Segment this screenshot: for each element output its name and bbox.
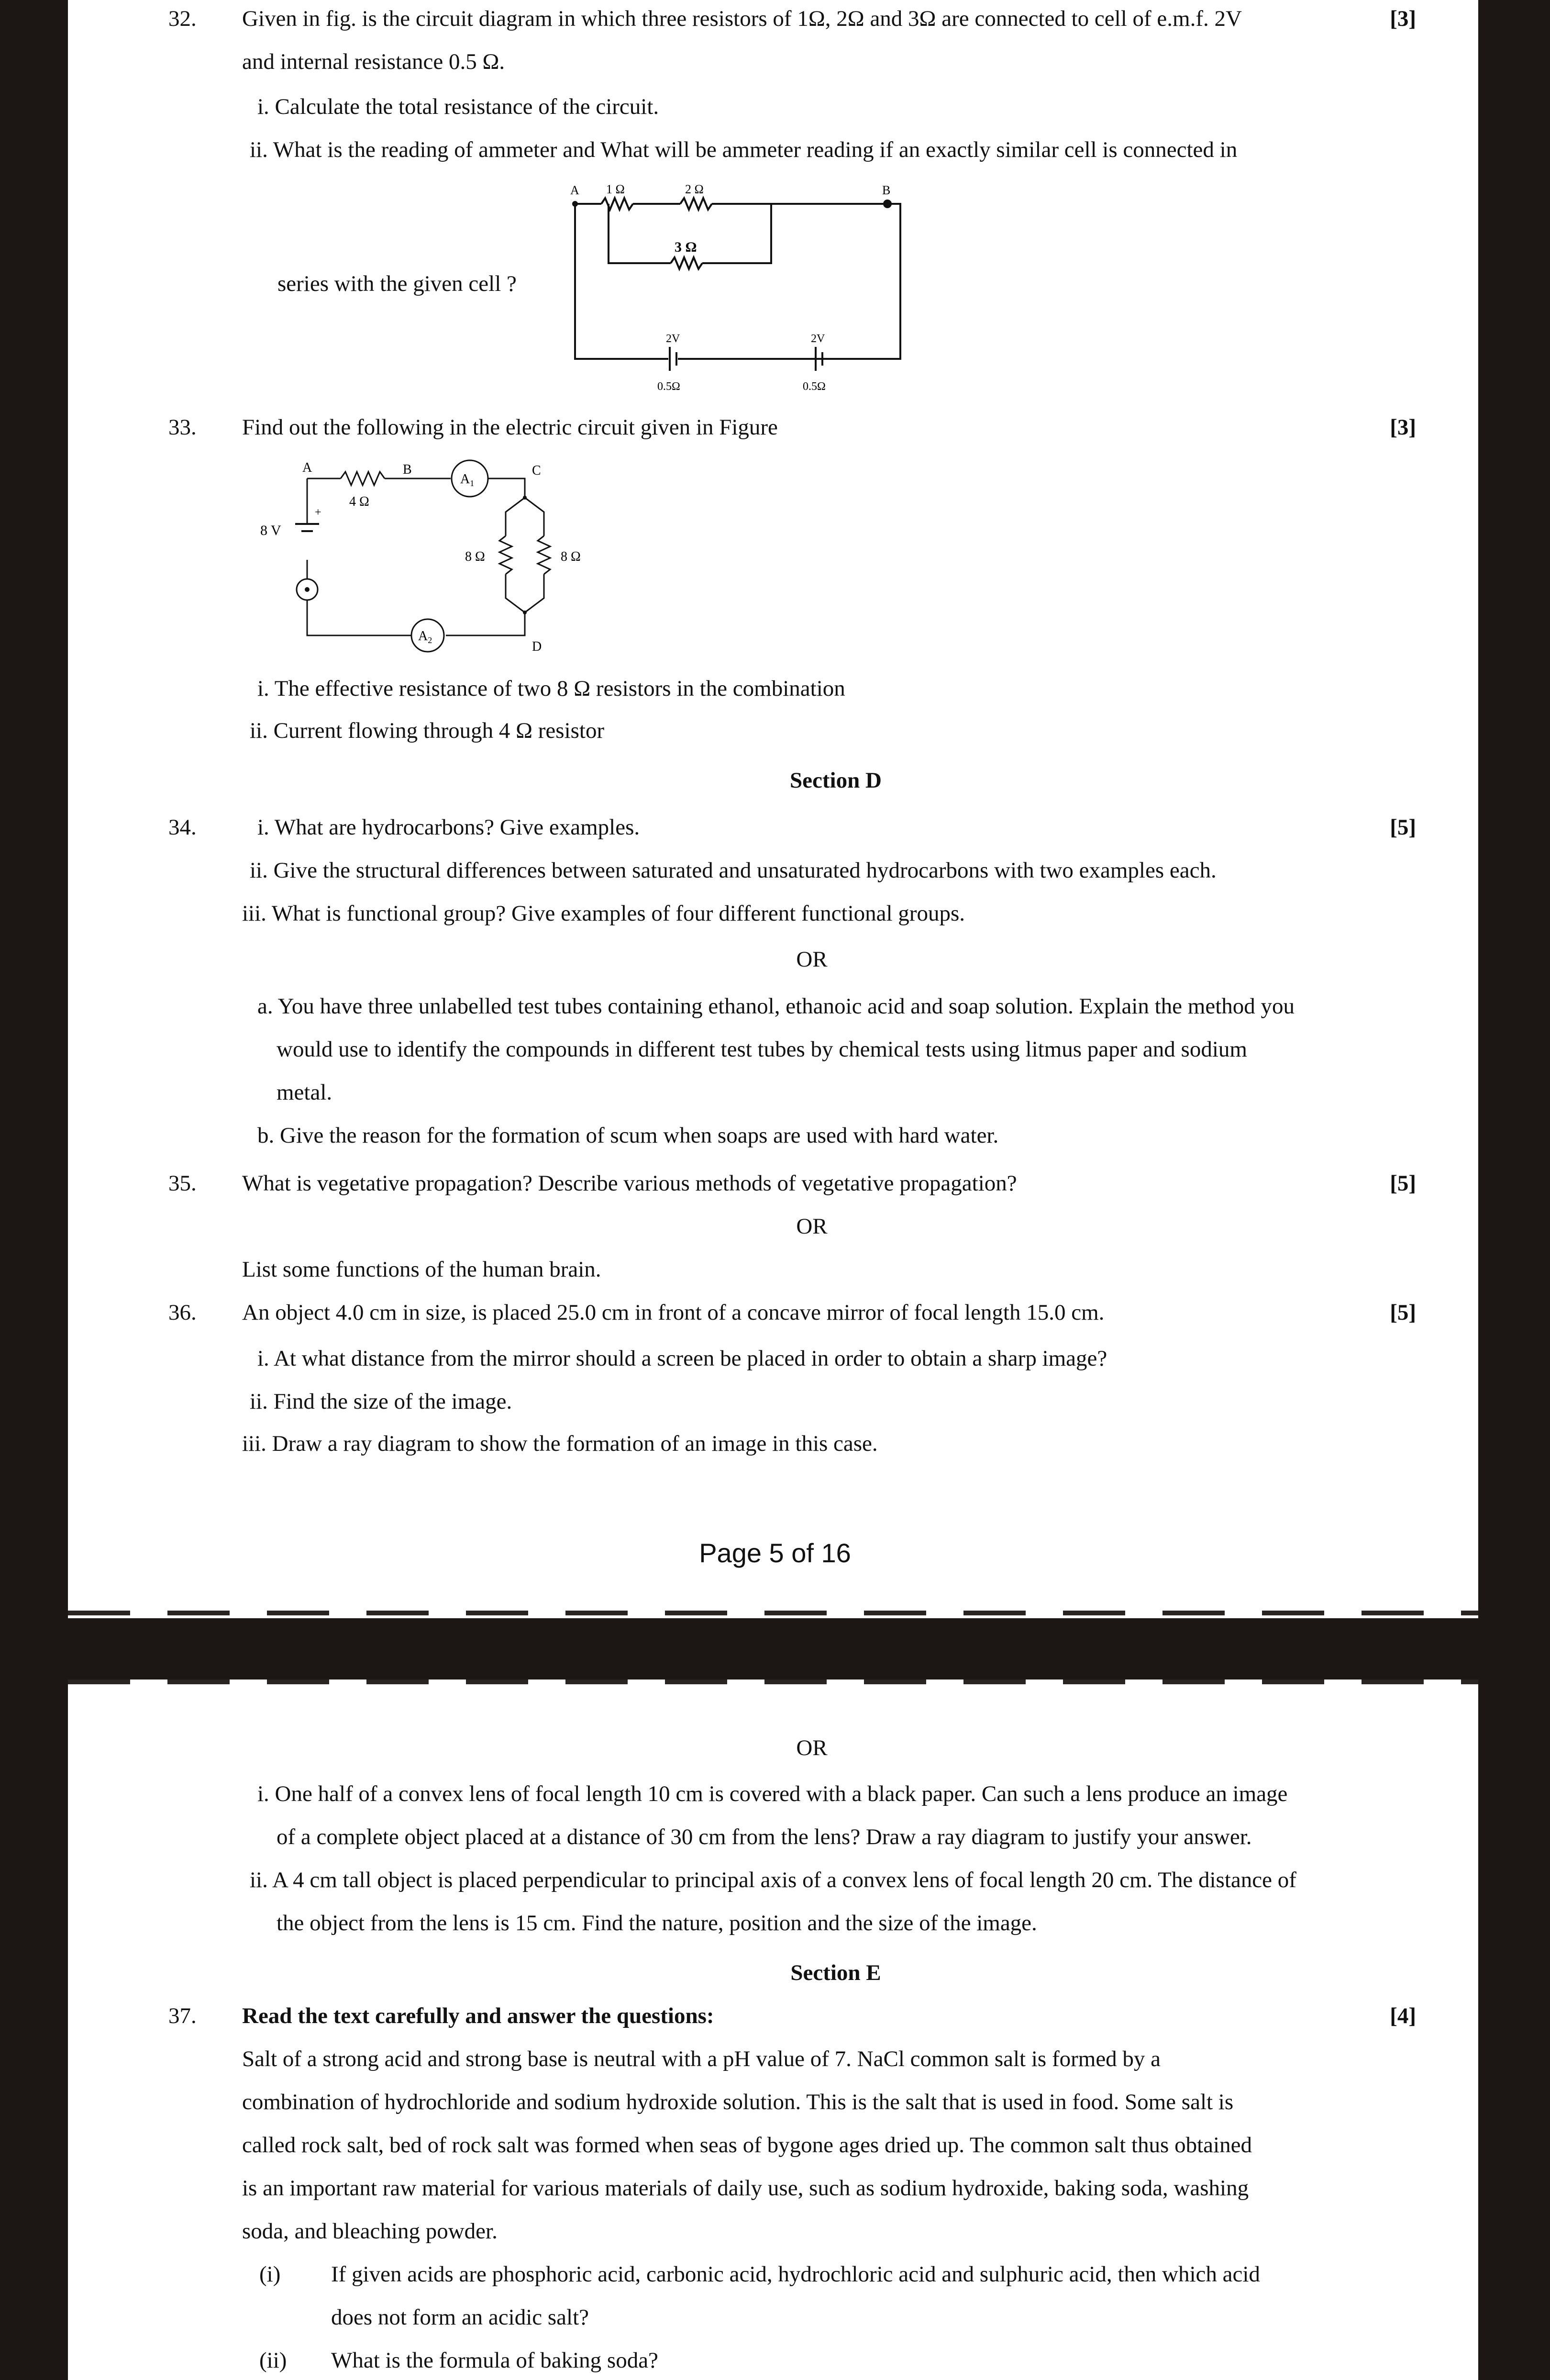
q32-point-a: A: [570, 183, 579, 197]
p2-part-i-line2: of a complete object placed at a distance of 30 cm from the lens? Draw a ray diagram to justify your answer.: [277, 1824, 1252, 1849]
q32-part-i: i. Calculate the total resistance of the circuit.: [257, 94, 659, 119]
page-number-footer: Page 5 of 16: [699, 1538, 851, 1568]
q34-alt-a-line3: metal.: [277, 1080, 332, 1105]
q32-text-line1: Given in fig. is the circuit diagram in which three resistors of 1Ω, 2Ω and 3Ω are connected to cell of e.m.f. 2V: [242, 6, 1242, 31]
resistor-3ohm: [671, 257, 702, 269]
q35-text: What is vegetative propagation? Describe various methods of vegetative propagation?: [242, 1171, 1017, 1196]
q37-sub2-label: (ii): [259, 2348, 287, 2373]
p2-part-ii-line2: the object from the lens is 15 cm. Find the nature, position and the size of the image.: [277, 1911, 1037, 1935]
q32-label-1ohm: 1 Ω: [606, 182, 625, 196]
p2-part-ii-line1: ii. A 4 cm tall object is placed perpendicular to principal axis of a convex lens of focal length 20 cm. The distance of: [250, 1868, 1296, 1892]
q37-sub1-line1: If given acids are phosphoric acid, carbonic acid, hydrochloric acid and sulphuric acid, then which acid: [331, 2262, 1260, 2287]
q35-marks: [5]: [1390, 1171, 1416, 1196]
question-number-33: 33.: [168, 415, 197, 440]
q33-point-b: B: [403, 462, 412, 477]
q33-point-c: C: [532, 463, 541, 478]
q32-part-ii: ii. What is the reading of ammeter and What will be ammeter reading if an exactly similar cell is connected in: [250, 137, 1238, 162]
q34-part-i: i. What are hydrocarbons? Give examples.: [257, 815, 640, 840]
q33-part-ii: ii. Current flowing through 4 Ω resistor: [250, 718, 605, 743]
exam-page-6: [68, 1679, 1478, 2380]
page-separator-dashes: [68, 1679, 1478, 1684]
exam-page-5: [68, 0, 1478, 1618]
question-number-32: 32.: [168, 6, 197, 31]
q33-ammeter-a2-label: $A_2$: [418, 629, 432, 645]
q34-marks: [5]: [1390, 815, 1416, 840]
q37-sub1-label: (i): [259, 2262, 281, 2287]
q36-part-i: i. At what distance from the mirror should a screen be placed in order to obtain a sharp image?: [257, 1346, 1107, 1371]
q32-point-b: B: [882, 183, 891, 197]
q34-or: OR: [796, 947, 828, 972]
q33-point-d: D: [532, 639, 542, 654]
section-d-heading: Section D: [790, 768, 882, 793]
page-separator-dashes: [68, 1611, 1478, 1615]
q32-part-ii-continued: series with the given cell ?: [277, 271, 517, 296]
q33-part-i: i. The effective resistance of two 8 Ω resistors in the combination: [257, 676, 845, 701]
question-number-37: 37.: [168, 2003, 197, 2028]
q33-label-8ohm-right: 8 Ω: [561, 549, 581, 564]
q37-marks: [4]: [1390, 2003, 1416, 2028]
q33-circuit-diagram: [245, 455, 771, 665]
q32-label-internal1: 0.5Ω: [657, 380, 680, 393]
q33-marks: [3]: [1390, 415, 1416, 440]
q36-part-ii: ii. Find the size of the image.: [250, 1389, 512, 1414]
q33-battery-plus: +: [315, 506, 321, 519]
q37-passage-line3: called rock salt, bed of rock salt was formed when seas of bygone ages dried up. The common salt thus obtained: [242, 2133, 1252, 2158]
q35-alt: List some functions of the human brain.: [242, 1257, 601, 1282]
q33-text: Find out the following in the electric circuit given in Figure: [242, 415, 778, 440]
q37-passage-line4: is an important raw material for various materials of daily use, such as sodium hydroxide, baking soda, washing: [242, 2176, 1249, 2201]
q36-text: An object 4.0 cm in size, is placed 25.0 cm in front of a concave mirror of focal length 15.0 cm.: [242, 1300, 1105, 1325]
q33-point-a: A: [302, 460, 312, 475]
q37-passage-line5: soda, and bleaching powder.: [242, 2219, 498, 2244]
q34-part-iii: iii. What is functional group? Give examples of four different functional groups.: [242, 901, 965, 926]
q35-or: OR: [796, 1214, 828, 1239]
q37-passage-line1: Salt of a strong acid and strong base is neutral with a pH value of 7. NaCl common salt is formed by a: [242, 2046, 1161, 2071]
q34-alt-a-line2: would use to identify the compounds in different test tubes by chemical tests using litmus paper and sodium: [277, 1037, 1247, 1062]
q32-label-internal2: 0.5Ω: [803, 380, 826, 393]
q37-passage-line2: combination of hydrochloride and sodium hydroxide solution. This is the salt that is used in food. Some salt is: [242, 2090, 1234, 2114]
q34-alt-a-line1: a. You have three unlabelled test tubes containing ethanol, ethanoic acid and soap solution. Explain the method you: [257, 994, 1295, 1019]
p2-or: OR: [796, 1735, 828, 1760]
question-number-35: 35.: [168, 1171, 197, 1196]
cell-1-symbol: [670, 347, 676, 371]
question-number-34: 34.: [168, 815, 197, 840]
resistor-2ohm: [680, 198, 712, 210]
q34-part-ii: ii. Give the structural differences between saturated and unsaturated hydrocarbons with two examples each.: [250, 858, 1217, 883]
q36-part-iii: iii. Draw a ray diagram to show the formation of an image in this case.: [242, 1431, 878, 1456]
q32-label-emf2: 2V: [811, 333, 825, 345]
q32-label-3ohm: 3 Ω: [675, 239, 697, 255]
q33-ammeter-a1-label: $A_1$: [460, 472, 475, 488]
p2-part-i-line1: i. One half of a convex lens of focal length 10 cm is covered with a black paper. Can such a lens produce an image: [257, 1781, 1288, 1806]
section-e-heading: Section E: [790, 1960, 881, 1985]
q32-label-emf1: 2V: [666, 333, 680, 345]
q33-label-4ohm: 4 Ω: [349, 494, 369, 509]
resistor-4ohm: [341, 472, 385, 485]
q32-marks: [3]: [1390, 6, 1416, 31]
question-number-36: 36.: [168, 1300, 197, 1325]
q33-label-8ohm-left: 8 Ω: [465, 549, 485, 564]
resistor-1ohm: [601, 198, 633, 210]
q32-circuit-diagram: [556, 177, 929, 402]
q36-marks: [5]: [1390, 1300, 1416, 1325]
q33-label-battery: 8 V: [260, 523, 281, 538]
q37-title: Read the text carefully and answer the questions:: [242, 2003, 714, 2028]
q32-text-line2: and internal resistance 0.5 Ω.: [242, 49, 505, 74]
battery-8v-symbol: [295, 524, 319, 531]
q34-alt-b: b. Give the reason for the formation of scum when soaps are used with hard water.: [257, 1123, 999, 1148]
q37-sub1-line2: does not form an acidic salt?: [331, 2305, 589, 2330]
q37-sub2: What is the formula of baking soda?: [331, 2348, 658, 2373]
q32-label-2ohm: 2 Ω: [685, 182, 704, 196]
